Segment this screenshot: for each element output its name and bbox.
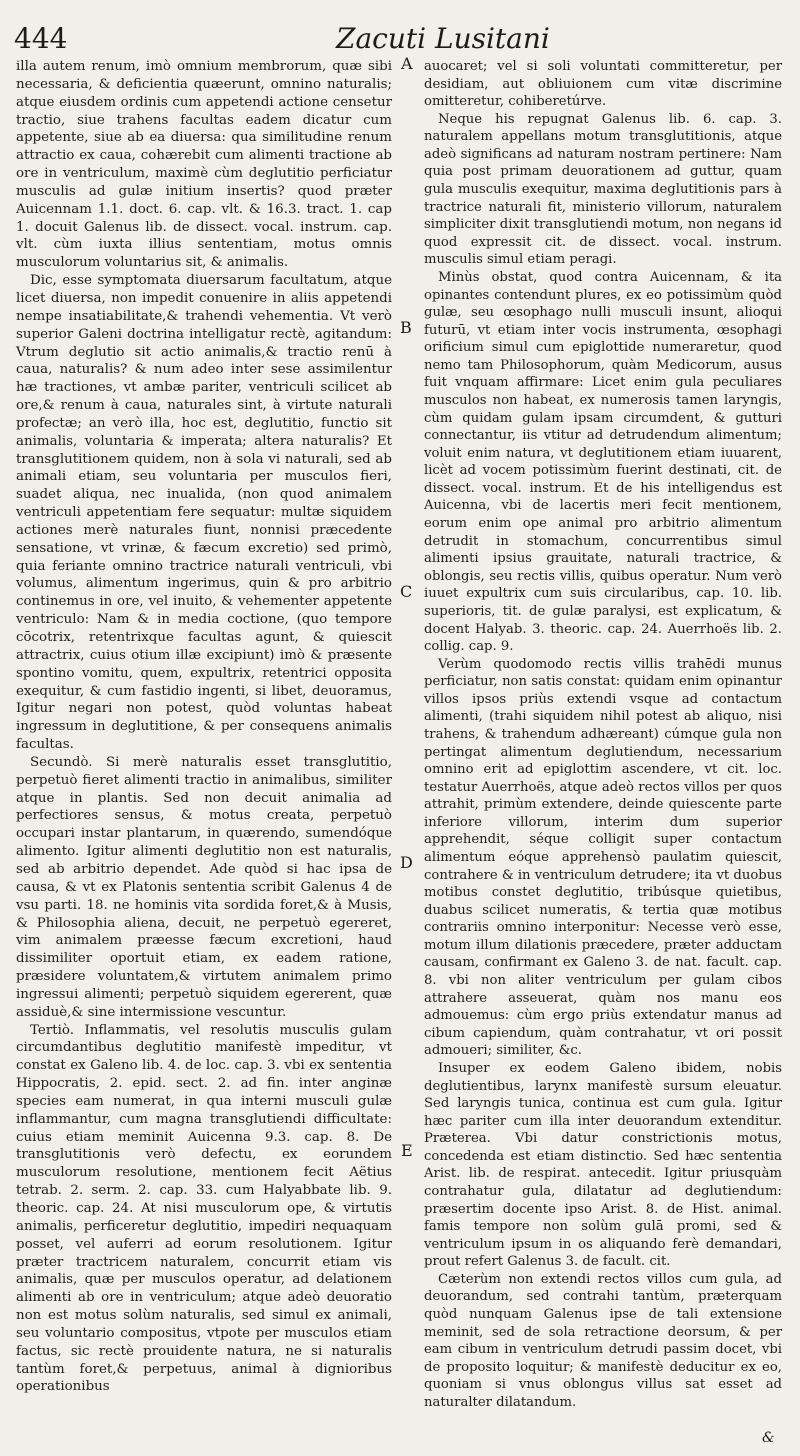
paragraph: Neque his repugnat Galenus lib. 6. cap. 3. naturalem appellans motum transglutitionis, atque adeò significans ad naturam nostram pertinere: Nam quia post primam deuorationem ad guttur, quam gula musculis exequitur, maxima deglutitionis pars à tractrice naturali fit, ministerio villorum, naturalem simpliciter dixit transglutiendi motum, non negans id quod expressit cit. de dissect. vocal. instrum. musculis simul etiam peragi.	[424, 111, 782, 268]
paragraph: Cæterùm non extendi rectos villos cum gula, ad deuorandum, sed contrahi tantùm, præterquam quòd nunquam Galenus ipse de tali extensione meminit, sed de sola retractione deorsum, & per eam cibum in ventriculum detrudi passim docet, vbi de proposito loquitur; & manifestè deducitur ex eo, quoniam si vnus oblongus villus sat esset ad naturalter dilatandum.	[424, 1271, 782, 1410]
left-column	[16, 58, 392, 1396]
page-header	[0, 18, 800, 58]
running-title: Zacuti Lusitani	[336, 22, 550, 55]
catchword: &	[762, 1430, 775, 1446]
page-number: 444	[14, 22, 68, 55]
paragraph: Dic, esse symptomata diuersarum facultatum, atque licet diuersa, non impedit conuenire in aliis appetendi nempe insatiabilitate,& trahendi vehementia. Vt verò superior Galeni doctrina intelligatur rectè, agitandum: Vtrum deglutio sit actio animalis,& tractio renū à caua, naturalis? & num adeo inter sese assimilentur hæ tractiones, vt ambæ pariter, ventriculi scilicet ab ore,& renum à caua, naturales sint, à virtute naturali profectæ; an verò illa, hoc est, deglutitio, functio sit animalis, voluntaria & imperata; altera naturalis? Et transglutitionem quidem, non à sola vi naturali, sed ab animali etiam, seu voluntaria per musculos fieri, suadet aliqua, nec inualida, (non quod animalem ventriculi appetentiam fere sequatur: multæ siquidem actiones merè naturales fiunt, nonnisi præcedente sensatione, vt vrinæ, & fæcum excretio) sed primò, quia feriante omnino tractrice naturali ventriculi, vbi volumus, alimentum ingerimus, quin & pro arbitrio continemus in ore, vel inuito, & vehementer appetente ventriculo: Nam & in media coctione, (quo tempore cōcotrix, retentrixque facultas agunt, & quiescit attractrix, cuius otium illæ excipiunt) imò & præsente spontino vomitu, quem, expultrix, retentrici opposita exequitur, & cum fastidio ingenti, si libet, deuoramus, Igitur negari non potest, quòd voluntas habeat ingressum in deglutitione, & per consequens animalis facultas.	[16, 273, 392, 753]
paragraph: Insuper ex eodem Galeno ibidem, nobis deglutientibus, larynx manifestè sursum eleuatur. Sed laryngis tunica, continua est cum gula. Igitur hæc pariter cum illa inter deuorandum extenditur. Præterea. Vbi datur constrictionis motus, concedenda est etiam distinctio. Sed hæc sententia Arist. lib. de respirat. antecedit. Igitur priusquàm contrahatur gula, dilatatur ad deglutiendum: præsertim docente ipso Arist. 8. de Hist. animal. famis tempore non solùm gulā promi, sed & ventriculum ipsum in os aliquando ferè demandari, prout refert Galenus 3. de facult. cit.	[424, 1060, 782, 1270]
paragraph: Secundò. Si merè naturalis esset transglutitio, perpetuò fieret alimenti tractio in animalibus, similiter atque in plantis. Sed non decuit animalia ad perfectiores sensus, & motus creata, perpetuò occupari instar plantarum, in quærendo, sumendóque alimento. Igitur alimenti deglutitio non est naturalis, sed ab arbitrio dependet. Ade quòd si hac ipsa de causa, & vt ex Platonis sententia scribit Galenus 4 de vsu parti. 18. ne hominis vita sordida foret,& à Musis, & Philosophia aliena, decuit, ne perpetuò egereret, vim animalem præesse fæcum excretioni, haud dissimiliter oportuit etiam, ex eadem ratione, præsidere voluntatem,& virtutem animalem primo ingressui alimenti; perpetuò siquidem egererent, quæ assiduè,& sine intermissione vescuntur.	[16, 754, 392, 1020]
margin-letter-d: D	[400, 853, 413, 872]
paragraph: auocaret; vel si soli voluntati committeretur, per desidiam, aut obliuionem cum vitæ discrimine omitteretur, cohiberetúrve.	[424, 59, 782, 110]
paragraph: illa autem renum, imò omnium membrorum, quæ sibi necessaria, & deficientia quæerunt, omnino naturalis; atque eiusdem ordinis cum appetendi actione censetur tractio, siue trahens facultas eadem dicatur cum appetente, siue ab ea diuersa: qua similitudine renum attractio ex caua, cohærebit cum alimenti tractione ab ore in ventriculum, maximè cùm deglutitio perficiatur musculis ad gulæ initium insertis? quod præter Auicennam 1.1. doct. 6. cap. vlt. & 16.3. tract. 1. cap 1. docuit Galenus lib. de dissect. vocal. instrum. cap. vlt. cùm iuxta illius sententiam, motus omnis musculorum voluntarius sit, & animalis.	[16, 59, 392, 271]
margin-letter-e: E	[401, 1141, 413, 1160]
margin-letter-b: B	[400, 318, 412, 337]
margin-letter-a: A	[401, 54, 413, 73]
paragraph: Tertiò. Inflammatis, vel resolutis musculis gulam circumdantibus deglutitio manifestè impeditur, vt constat ex Galeno lib. 4. de loc. cap. 3. vbi ex sententia Hippocratis, 2. epid. sect. 2. ad fin. inter anginæ species eam numerat, in qua interni musculi gulæ inflammantur, cum magna transglutiendi difficultate: cuius etiam meminit Auicenna 9.3. cap. 8. De transglutitionis verò defectu, ex eorundem musculorum resolutione, mentionem fecit Aëtius tetrab. 2. serm. 2. cap. 33. cum Halyabbate lib. 9. theoric. cap. 24. At nisi musculorum ope, & virtutis animalis, perficeretur deglutitio, impediri nequaquam posset, vel auferri ad eorum resolutionem. Igitur præter tractricem naturalem, concurrit etiam vis animalis, quæ per musculos operatur, ad delationem alimenti ab ore in ventriculum; atque adeò deuoratio non est motus solùm naturalis, sed simul ex animali, seu voluntario compositus, vtpote per musculos etiam factus, sic rectè prouidente natura, ne si naturalis tantùm foret,& perpetuus, animal à dignioribus operationibus	[16, 1022, 392, 1395]
margin-letter-c: C	[400, 582, 413, 601]
paragraph: Verùm quodomodo rectis villis trahēdi munus perficiatur, non satis constat: quidam enim opinantur villos ipsos priùs extendi vsque ad contactum alimenti, (trahi siquidem nihil potest ab aliquo, nisi trahens, & trahendum adhæreant) cúmque gula non pertingat alimentum deglutiendum, necessarium omnino erit ad epiglottim ascendere, vt cit. loc. testatur Auerrhoës, atque adeò rectos villos per quos attrahit, primùm extendere, deinde quiescente parte inferiore villorum, interim dum superior apprehendit, séque colligit super contactum alimentum eóque apprehensò paulatim quiescit, contrahere & in ventriculum detrudere; ita vt duobus motibus constet deglutitio, tribúsque quietibus, duabus scilicet numeratis, & tertia quæ motibus contrariis omnino interponitur: Necesse verò esse, motum illum dilationis præcedere, præter adductam causam, confirmant ex Galeno 3. de nat. facult. cap. 8. vbi non aliter ventriculum per gulam cibos attrahere asseuerat, quàm nos manu eos admouemus: cùm ergo priùs extendatur manus ad cibum capiendum, quàm contrahatur, vt ori possit admoueri; similiter, &c.	[424, 656, 782, 1059]
right-column	[424, 58, 782, 1412]
paragraph: Minùs obstat, quod contra Auicennam, & ita opinantes contendunt plures, ex eo potissimùm quòd gulæ, seu œsophago nulli musculi insunt, alioqui futurū, vt etiam inter vocis instrumenta, œsophagi orificium simul cum epiglottide numeraretur, quod nemo tam Philosophorum, quàm Medicorum, ausus fuit vnquam affirmare: Licet enim gula peculiares musculos non habeat, ex numerosis tamen laryngis, cùm quidam gulam ipsam circumdent, & gutturi connectantur, iis vtitur ad detrudendum alimentum; voluit enim natura, vt deglutitionem etiam iuuarent, licèt ad vocem potissimùm fuerint destinati, cit. de dissect. vocal. instrum. Et de his intelligendus est Auicenna, vbi de lacertis meri fecit mentionem, eorum enim ope animal pro arbitrio alimentum detrudit in stomachum, concurrentibus simul alimenti ipsius grauitate, naturali tractrice, & oblongis, seu rectis villis, quibus operatur. Num verò iuuet expultrix cum suis circularibus, cap. 10. lib. superioris, tit. de gulæ paralysi, est explicatum, & docent Halyab. 3. theoric. cap. 24. Auerrhoës lib. 2. collig. cap. 9.	[424, 269, 782, 655]
